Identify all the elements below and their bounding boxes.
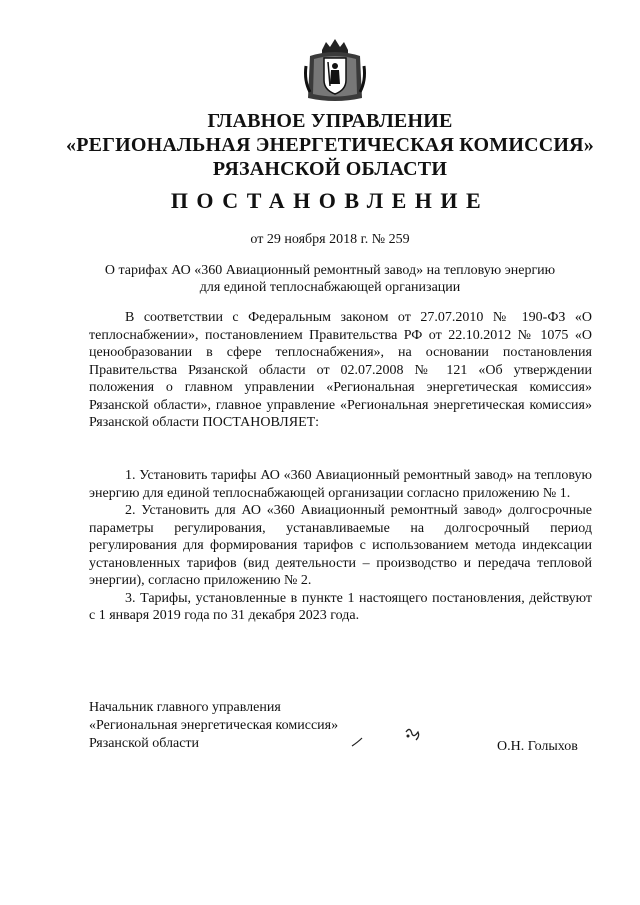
item-2: 2. Установить для АО «360 Авиационный ремонтный завод» долгосрочные параметры регулирования, устанавливаемые на долгосрочный период регулирования для формирования тарифов с использованием метода индексации установленных тарифов (вид деятельности – производство и передача тепловой энергии), согласно приложению № 2. bbox=[89, 503, 592, 588]
preamble-text: В соответствии с Федеральным законом от 27.07.2010 № 190-ФЗ «О теплоснабжении», постановлением Правительства РФ от 22.10.2012 № 1075 «О ценообразовании в сфере теплоснабжения», на основании постановления Правительства Рязанской области от 02.07.2008 № 121 «Об утверждении положения о главном управлении «Региональная энергетическая комиссия» Рязанской области», главное управление «Региональная энергетическая комиссия» Рязанской области ПОСТАНОВЛЯЕТ: bbox=[89, 310, 592, 430]
preamble bbox=[89, 309, 592, 432]
handwritten-signature bbox=[348, 724, 428, 754]
coat-of-arms-icon bbox=[300, 36, 370, 106]
subject bbox=[60, 262, 600, 296]
signature-position-line-1: Начальник главного управления bbox=[89, 700, 281, 715]
item-3: 3. Тарифы, установленные в пункте 1 настоящего постановления, действуют с 1 января 2019 года по 31 декабря 2023 года. bbox=[89, 590, 592, 623]
signatory-name: О.Н. Голыхов bbox=[497, 739, 578, 754]
header-line-1: ГЛАВНОЕ УПРАВЛЕНИЕ bbox=[207, 110, 453, 132]
signature-block bbox=[89, 699, 338, 753]
subject-line-1: О тарифах АО «360 Авиационный ремонтный завод» на тепловую энергию bbox=[104, 263, 556, 278]
header-line-2: «РЕГИОНАЛЬНАЯ ЭНЕРГЕТИЧЕСКАЯ КОМИССИЯ» bbox=[66, 134, 594, 156]
item-1: 1. Установить тарифы АО «360 Авиационный ремонтный завод» на тепловую энергию для единой теплоснабжающей организации согласно приложению № 1. bbox=[89, 468, 592, 501]
header-line-3: РЯЗАНСКОЙ ОБЛАСТИ bbox=[212, 158, 448, 180]
subject-line-2: для единой теплоснабжающей организации bbox=[199, 280, 461, 295]
numbered-items bbox=[89, 467, 592, 625]
document-title: ПОСТАНОВЛЕНИЕ bbox=[170, 188, 490, 213]
signature-position-line-2: «Региональная энергетическая комиссия» bbox=[89, 718, 339, 733]
signature-position-line-3: Рязанской области bbox=[89, 736, 200, 751]
date-line: от 29 ноября 2018 г. № 259 bbox=[250, 232, 410, 247]
